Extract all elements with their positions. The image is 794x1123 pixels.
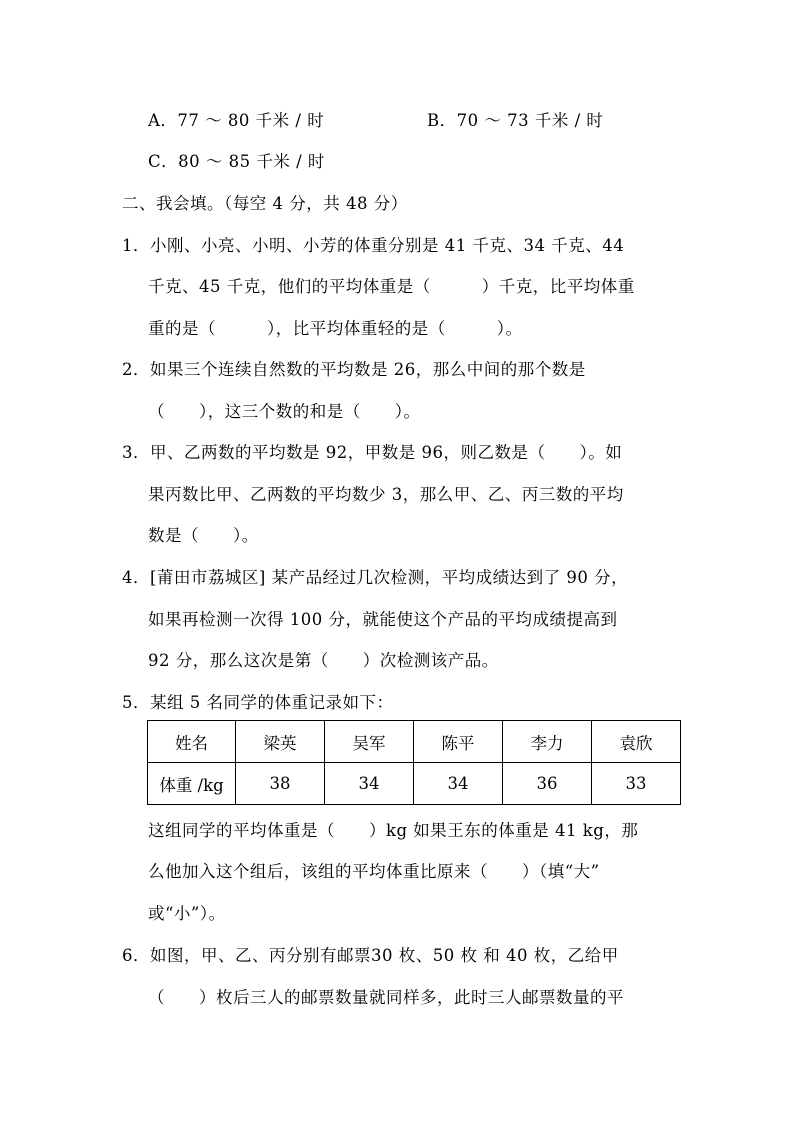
table-value-cell: 36 xyxy=(503,763,592,805)
table-header-label: 姓名 xyxy=(148,721,236,763)
q3-line1: 3．甲、乙两数的平均数是 92，甲数是 96，则乙数是（ ）。如 xyxy=(122,443,623,462)
q3-line3: 数是（ ）。 xyxy=(148,526,259,545)
weight-table xyxy=(147,720,681,805)
q5-line1: 5．某组 5 名同学的体重记录如下： xyxy=(122,693,394,712)
q4-line1: 4．[莆田市荔城区] 某产品经过几次检测，平均成绩达到了 90 分， xyxy=(122,568,629,587)
q5-line2: 这组同学的平均体重是（ ）kg 如果王东的体重是 41 kg，那 xyxy=(148,821,639,840)
option-a: A．77 ～ 80 千米 / 时 xyxy=(148,111,325,130)
q4-line3: 92 分，那么这次是第（ ）次检测该产品。 xyxy=(148,651,499,670)
q1-line3: 重的是（ ），比平均体重轻的是（ ）。 xyxy=(148,319,523,338)
option-b: B．70 ～ 73 千米 / 时 xyxy=(427,111,604,130)
table-name-cell: 李力 xyxy=(503,721,592,763)
section-heading: 二、我会填。（每空 4 分，共 48 分） xyxy=(122,194,408,213)
table-value-cell: 38 xyxy=(236,763,325,805)
q1-line2: 千克、45 千克，他们的平均体重是（ ）千克，比平均体重 xyxy=(148,277,635,296)
q2-line1: 2．如果三个连续自然数的平均数是 26，那么中间的那个数是 xyxy=(122,360,586,379)
table-value-cell: 34 xyxy=(325,763,414,805)
q1-line1: 1．小刚、小亮、小明、小芳的体重分别是 41 千克、34 千克、44 xyxy=(122,236,625,255)
table-value-row xyxy=(148,763,681,805)
q2-line2: （ ），这三个数的和是（ ）。 xyxy=(148,402,421,421)
table-name-cell: 梁英 xyxy=(236,721,325,763)
table-name-cell: 吴军 xyxy=(325,721,414,763)
table-header-row xyxy=(148,721,681,763)
q3-line2: 果丙数比甲、乙两数的平均数少 3，那么甲、乙、丙三数的平均 xyxy=(148,485,624,504)
table-name-cell: 袁欣 xyxy=(592,721,681,763)
q6-line1: 6．如图，甲、乙、丙分别有邮票30 枚、50 枚 和 40 枚，乙给甲 xyxy=(122,946,619,965)
table-value-cell: 34 xyxy=(414,763,503,805)
option-c: C．80 ～ 85 千米 / 时 xyxy=(148,152,325,171)
q5-line3: 么他加入这个组后，该组的平均体重比原来（ ）（填“大” xyxy=(148,862,600,881)
table-value-cell: 33 xyxy=(592,763,681,805)
q6-line2: （ ）枚后三人的邮票数量就同样多，此时三人邮票数量的平 xyxy=(148,988,624,1007)
table-name-cell: 陈平 xyxy=(414,721,503,763)
table-row-label: 体重 /kg xyxy=(148,763,236,805)
q4-line2: 如果再检测一次得 100 分，就能使这个产品的平均成绩提高到 xyxy=(148,610,618,629)
q5-line4: 或“小”）。 xyxy=(148,904,226,923)
